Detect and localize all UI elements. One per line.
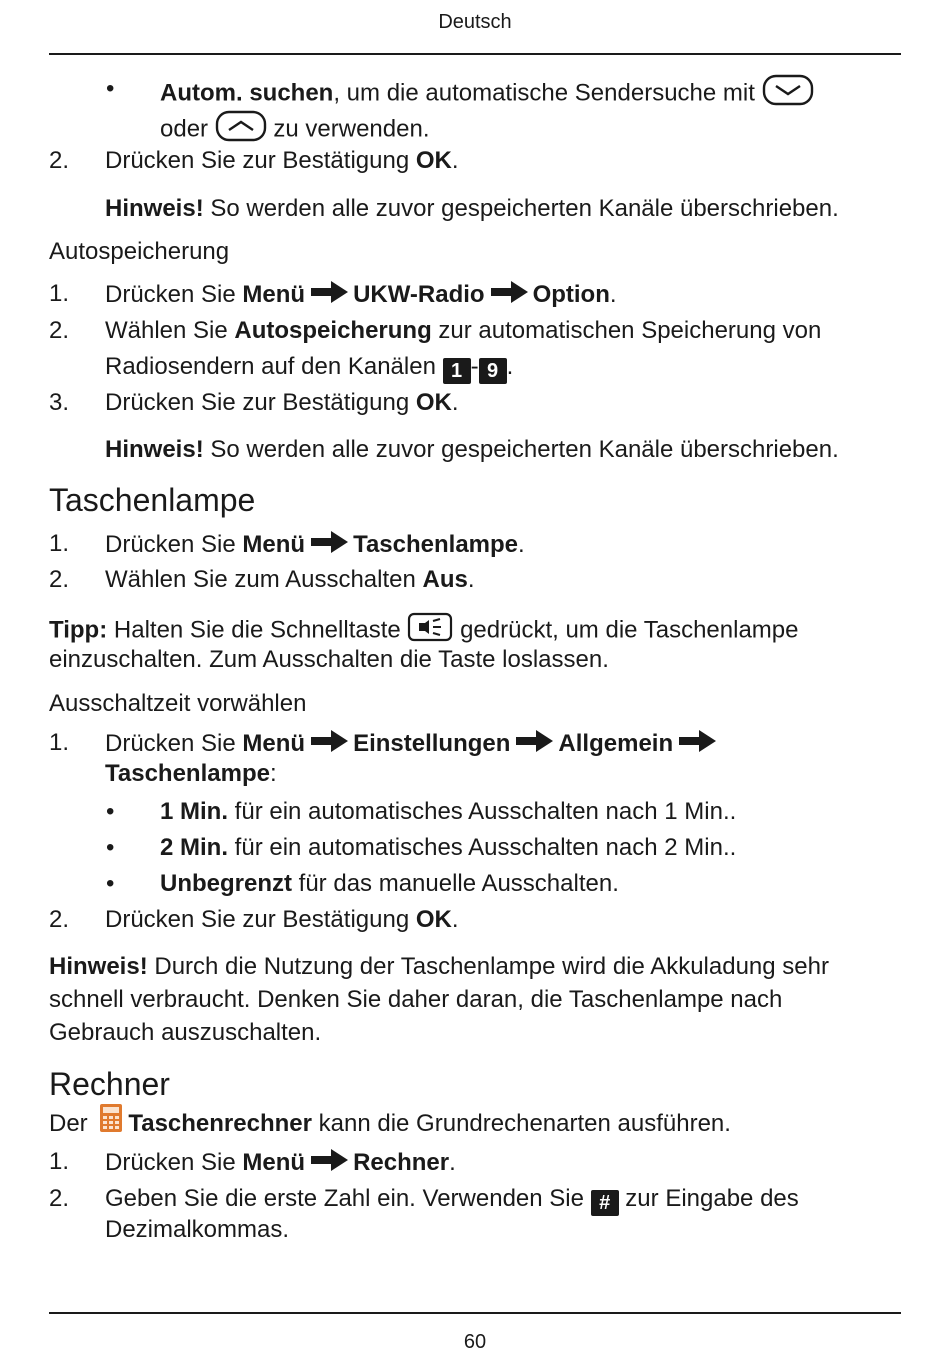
autosave-step2-line1 xyxy=(105,316,821,346)
timer-step2 xyxy=(105,905,459,935)
step-text: Drücken Sie zur Bestätigung xyxy=(105,389,416,416)
calculator-intro xyxy=(49,1103,731,1141)
settings-label: Einstellungen xyxy=(353,730,511,757)
autosave-step1 xyxy=(105,279,617,313)
up-key-icon xyxy=(215,110,267,150)
down-key-icon xyxy=(762,74,814,114)
punct: . xyxy=(449,1149,456,1176)
punct: . xyxy=(451,389,459,416)
note-text: Durch die Nutzung der Taschenlampe wird die Akkuladung sehr xyxy=(147,953,829,980)
tip-text: Halten Sie die Schnelltaste xyxy=(107,616,401,644)
flashlight-heading: Taschenlampe xyxy=(49,482,256,518)
step-text: Drücken Sie xyxy=(105,281,243,308)
off-label: Aus xyxy=(422,566,468,593)
timer-option-2min xyxy=(160,833,736,863)
punct: . xyxy=(451,147,459,174)
option-text: für das manuelle Ausschalten. xyxy=(292,870,619,897)
calculator-label: Taschenrechner xyxy=(128,1110,312,1137)
arrow-right-icon xyxy=(311,279,349,313)
ok-label: OK xyxy=(415,906,452,933)
arrow-right-icon xyxy=(311,728,349,762)
radio-step2 xyxy=(105,146,459,176)
timer-option-unlimited xyxy=(160,869,619,899)
menu-label: Menü xyxy=(242,281,306,308)
key-9-icon: 9 xyxy=(479,358,507,384)
use-text: zu verwenden. xyxy=(273,115,430,143)
step-number: 1. xyxy=(49,530,70,557)
key-separator: - xyxy=(470,353,479,380)
autosave-label: Autospeicherung xyxy=(234,317,432,344)
step-number: 2. xyxy=(49,1185,70,1212)
arrow-right-icon xyxy=(679,728,717,762)
autosearch-label: Autom. suchen xyxy=(160,79,334,107)
option-label: 2 Min. xyxy=(160,834,229,861)
footer-divider xyxy=(49,1312,901,1314)
or-text: oder xyxy=(160,115,209,143)
step-text: Radiosendern auf den Kanälen xyxy=(105,353,436,380)
option-text: für ein automatisches Ausschalten nach 1 Min.. xyxy=(228,798,737,825)
radio-note xyxy=(105,194,839,224)
flashlight-note-line3: Gebrauch auszuschalten. xyxy=(49,1019,322,1046)
punct: . xyxy=(518,531,525,558)
note-text: So werden alle zuvor gespeicherten Kanäle überschrieben. xyxy=(203,195,839,222)
step-number: 1. xyxy=(49,1148,70,1175)
intro-text: Der xyxy=(49,1110,88,1137)
calculator-heading: Rechner xyxy=(49,1066,170,1102)
timer-step1-line1 xyxy=(105,728,721,762)
punct: . xyxy=(506,353,514,380)
menu-label: Menü xyxy=(242,531,306,558)
note-label: Hinweis! xyxy=(105,195,204,222)
bullet-dot: • xyxy=(106,75,115,102)
hash-key-icon: # xyxy=(591,1190,619,1216)
flashlight-step2 xyxy=(105,565,475,595)
bullet-dot: • xyxy=(106,834,115,861)
punct: . xyxy=(451,906,459,933)
calculator-step2-line2: Dezimalkommas. xyxy=(105,1216,290,1243)
step-text: Drücken Sie xyxy=(105,1149,243,1176)
note-label: Hinweis! xyxy=(49,953,148,980)
arrow-right-icon xyxy=(311,1147,349,1181)
step-number: 1. xyxy=(49,280,70,307)
step-number: 2. xyxy=(49,147,70,174)
punct: . xyxy=(467,566,475,593)
flashlight-label: Taschenlampe xyxy=(105,760,270,787)
timer-title: Ausschaltzeit vorwählen xyxy=(49,690,307,717)
step-text: zur Eingabe des xyxy=(618,1185,799,1212)
arrow-right-icon xyxy=(516,728,554,762)
ok-label: OK xyxy=(415,147,452,174)
step-number: 2. xyxy=(49,566,70,593)
calculator-step1 xyxy=(105,1147,456,1181)
note-text: So werden alle zuvor gespeicherten Kanäle überschrieben. xyxy=(203,436,839,463)
step-number: 2. xyxy=(49,317,70,344)
autosave-step2-line2 xyxy=(105,352,513,384)
note-label: Hinweis! xyxy=(105,436,204,463)
step-text: Drücken Sie xyxy=(105,730,243,757)
punct: . xyxy=(609,281,617,308)
flashlight-step1 xyxy=(105,529,525,563)
timer-step1-line2 xyxy=(105,759,277,789)
autosave-note xyxy=(105,435,839,465)
step-number: 2. xyxy=(49,906,70,933)
intro-text: kann die Grundrechenarten ausführen. xyxy=(311,1110,731,1137)
step-number: 1. xyxy=(49,729,70,756)
step-text: Wählen Sie xyxy=(105,317,235,344)
header-divider xyxy=(49,53,901,55)
general-label: Allgemein xyxy=(558,730,674,757)
step-number: 3. xyxy=(49,389,70,416)
fm-radio-label: UKW-Radio xyxy=(353,281,485,308)
page-header-language: Deutsch xyxy=(438,11,512,33)
option-label: 1 Min. xyxy=(160,798,229,825)
bullet-dot: • xyxy=(106,798,115,825)
autosave-title: Autospeicherung xyxy=(49,238,230,265)
bullet-dot: • xyxy=(106,870,115,897)
option-text: für ein automatisches Ausschalten nach 2 Min.. xyxy=(228,834,737,861)
flashlight-tip-line2: einzuschalten. Zum Ausschalten die Taste loslassen. xyxy=(49,646,609,673)
bullet-autosearch-line2 xyxy=(160,110,429,150)
flashlight-note-line2: schnell verbraucht. Denken Sie daher daran, die Taschenlampe nach xyxy=(49,986,783,1013)
ok-label: OK xyxy=(415,389,452,416)
step-text: Wählen Sie zum Ausschalten xyxy=(105,566,423,593)
arrow-right-icon xyxy=(311,529,349,563)
flashlight-note-line1 xyxy=(49,952,829,982)
autosearch-text: , um die automatische Sendersuche mit xyxy=(333,79,755,107)
calculator-label: Rechner xyxy=(353,1149,450,1176)
option-label: Unbegrenzt xyxy=(160,870,292,897)
step-text: Drücken Sie zur Bestätigung xyxy=(105,147,416,174)
step-text: Drücken Sie xyxy=(105,531,243,558)
menu-label: Menü xyxy=(242,1149,306,1176)
page-number: 60 xyxy=(463,1331,487,1353)
step-text: Drücken Sie zur Bestätigung xyxy=(105,906,416,933)
flashlight-label: Taschenlampe xyxy=(353,531,519,558)
calculator-icon xyxy=(98,1103,124,1141)
menu-label: Menü xyxy=(242,730,306,757)
timer-option-1min xyxy=(160,797,736,827)
autosave-step3 xyxy=(105,388,459,418)
option-label: Option xyxy=(532,281,610,308)
arrow-right-icon xyxy=(491,279,529,313)
tip-text: gedrückt, um die Taschenlampe xyxy=(453,616,799,644)
punct: : xyxy=(269,760,277,787)
calculator-step2-line1 xyxy=(105,1184,799,1216)
tip-label: Tipp: xyxy=(49,616,108,644)
bullet-autosearch-line1 xyxy=(160,74,814,114)
step-text: zur automatischen Speicherung von xyxy=(431,317,822,344)
key-1-icon: 1 xyxy=(443,358,471,384)
step-text: Geben Sie die erste Zahl ein. Verwenden Sie xyxy=(105,1185,584,1212)
